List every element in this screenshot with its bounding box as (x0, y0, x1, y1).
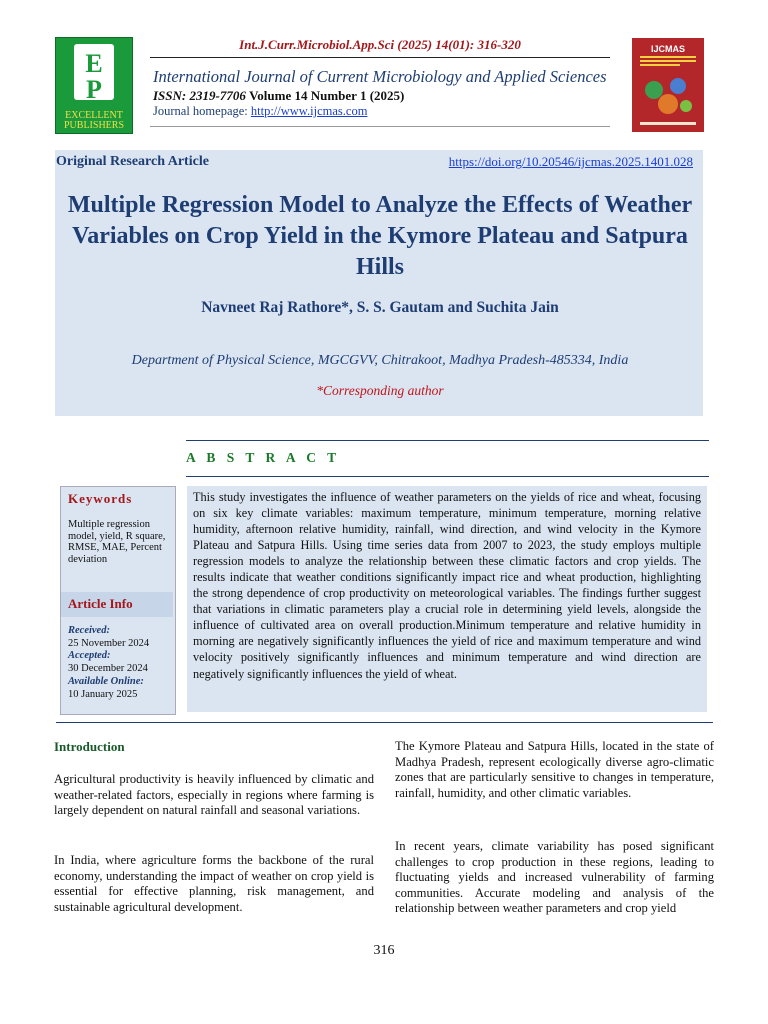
body-paragraph: The Kymore Plateau and Satpura Hills, located in the state of Madhya Pradesh, represent ecologically diverse agro-climatic zones that are particularly sensitive to changes in temperature, rainfall, humidity, and other climatic variables. (395, 739, 714, 800)
doi-link[interactable]: https://doi.org/10.20546/ijcmas.2025.1401.028 (448, 154, 693, 169)
introduction-heading: Introduction (54, 739, 125, 754)
journal-citation: Int.J.Curr.Microbiol.App.Sci (2025) 14(01): 316-320 (239, 37, 521, 52)
cover-art-icon (632, 38, 704, 132)
issn: ISSN: 2319-7706 (153, 88, 246, 103)
cover-title: IJCMAS (650, 44, 686, 54)
publisher-logo (55, 37, 133, 134)
journal-homepage (153, 104, 367, 119)
journal-name: International Journal of Current Microbiology and Applied Sciences (153, 67, 607, 86)
journal-cover-image (632, 38, 704, 132)
abstract-heading-rule (186, 476, 709, 477)
affiliation: Department of Physical Science, MGCGVV, Chitrakoot, Madhya Pradesh-485334, India (131, 353, 629, 368)
volume: Volume 14 Number 1 (2025) (249, 88, 405, 103)
accepted-date: 30 December 2024 (68, 663, 148, 675)
received-date: 25 November 2024 (68, 637, 150, 649)
abstract-bottom-rule (56, 722, 713, 723)
keywords-list: Multiple regression model, yield, R square, RMSE, MAE, Percent deviation (68, 519, 166, 565)
online-label: Available Online: (68, 675, 144, 687)
body-paragraph: In recent years, climate variability has posed significant challenges to crop production in these regions, leading to fluctuating yields and increased vulnerability of farming communities. Accurate modeling and analysis of the relationship between weather parameters and crop yield (395, 839, 714, 916)
homepage-label: Journal homepage: (153, 104, 251, 118)
corresponding-author-note: *Corresponding author (316, 383, 444, 398)
article-dates (68, 625, 172, 701)
homepage-link[interactable]: http://www.ijcmas.com (250, 104, 368, 118)
online-date: 10 January 2025 (68, 688, 138, 700)
page-number: 316 (373, 943, 395, 958)
logo-caption: EXCELLENT PUBLISHERS (63, 110, 124, 131)
body-paragraph: Agricultural productivity is heavily influenced by climatic and weather-related factors, especially in regions where farming is largely dependent on natural rainfall and seasonal variations. (54, 772, 374, 818)
article-info-heading: Article Info (68, 596, 133, 611)
keywords-heading: Keywords (68, 491, 133, 506)
header-divider (150, 57, 610, 58)
ep-logo-icon (56, 42, 132, 102)
abstract-text: This study investigates the influence of weather parameters on the yields of rice and wheat, focusing on six key climate variables: maximum temperature, minimum temperature, morning relative humidity, afternoon relative humidity, rainfall, wind direction, and wind velocity in the Kymore Plateau and Satpura Hills. Using time series data from 2007 to 2023, the study employs multiple regression models to analyze the relationship between these climatic factors and crop yields. The results indicate that weather conditions significantly impact rice and wheat production, highlighting the strong dependence of crop productivity on meteorological variables. The findings further suggest that variations in climatic parameters play a crucial role in determining yield levels, alongside the influence of cultivated area on overall production.Minimum temperature and relative humidity in morning are negatively significantly influences the yield of rice and maximum temperature and wind velocity positively significantly influences and minimum temperature and wind direction are negatively significantly influences the yield of wheat. (193, 490, 701, 681)
accepted-label: Accepted: (68, 650, 111, 662)
svg-text:P: P (86, 75, 102, 102)
article-type: Original Research Article (56, 154, 209, 169)
body-paragraph: In India, where agriculture forms the backbone of the rural economy, understanding the impact of weather on crop yield is essential for effective planning, risk management, and sustainable agricultural development. (54, 853, 374, 914)
svg-text:E: E (85, 49, 103, 78)
article-title: Multiple Regression Model to Analyze the Effects of Weather Variables on Crop Yield in the Kymore Plateau and Satpura Hills (67, 192, 693, 280)
header-bottom-divider (150, 126, 610, 127)
issn-line (153, 88, 404, 104)
received-label: Received: (68, 625, 110, 636)
abstract-top-rule (186, 440, 709, 441)
abstract-heading: A B S T R A C T (186, 450, 341, 465)
authors: Navneet Raj Rathore*, S. S. Gautam and Suchita Jain (201, 299, 559, 316)
